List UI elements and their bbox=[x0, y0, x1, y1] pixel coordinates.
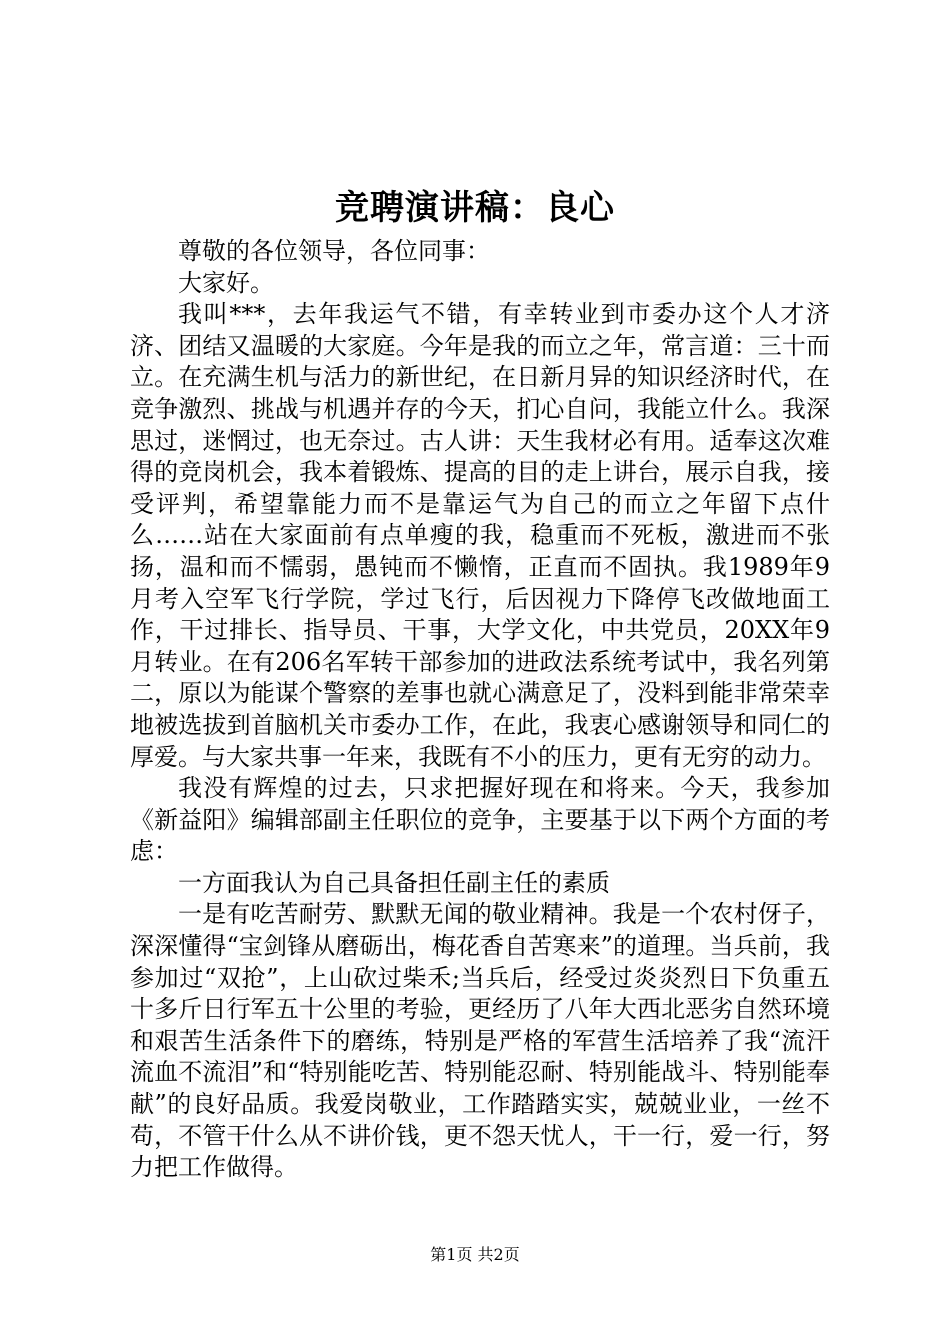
paragraph-motivation: 我没有辉煌的过去，只求把握好现在和将来。今天，我参加《新益阳》编辑部副主任职位的竞争，主要基于以下两个方面的考虑： bbox=[130, 774, 830, 866]
document-title: 竞聘演讲稿：良心 bbox=[335, 188, 615, 228]
page-footer: 第1页 共2页 bbox=[430, 1245, 520, 1264]
paragraph-self-introduction: 我叫***，去年我运气不错，有幸转业到市委办这个人才济济、团结又温暖的大家庭。今年是我的而立之年，常言道：三十而立。在充满生机与活力的新世纪，在日新月异的知识经济时代，在竞争激烈、挑战与机遇并存的今天，扪心自问，我能立什么。我深思过，迷惘过，也无奈过。古人讲：天生我材必有用。适奉这次难得的竞岗机会，我本着锻炼、提高的目的走上讲台，展示自我，接受评判，希望靠能力而不是靠运气为自己的而立之年留下点什么……站在大家面前有点单瘦的我，稳重而不死板，激进而不张扬，温和而不懦弱，愚钝而不懒惰，正直而不固执。我1989年9月考入空军飞行学院，学过飞行，后因视力下降停飞改做地面工作，干过排长、指导员、干事，大学文化，中共党员，20XX年9月转业。在有206名军转干部参加的进政法系统考试中，我名列第二，原以为能谋个警察的差事也就心满意足了，没料到能非常荣幸地被选拔到首脑机关市委办工作，在此，我衷心感谢领导和同仁的厚爱。与大家共事一年来，我既有不小的压力，更有无穷的动力。 bbox=[130, 300, 830, 771]
paragraph-section-heading: 一方面我认为自己具备担任副主任的素质 bbox=[178, 868, 610, 897]
document-body bbox=[130, 236, 830, 1184]
paragraph-work-ethic: 一是有吃苦耐劳、默默无闻的敬业精神。我是一个农村伢子，深深懂得“宝剑锋从磨砺出，梅花香自苦寒来”的道理。当兵前，我参加过“双抢”，上山砍过柴禾;当兵后，经受过炎炎烈日下负重五十多斤日行军五十公里的考验，更经历了八年大西北恶劣自然环境和艰苦生活条件下的磨练，特别是严格的军营生活培养了我“流汗流血不流泪”和“特别能吃苦、特别能忍耐、特别能战斗、特别能奉献”的良好品质。我爱岗敬业，工作踏踏实实，兢兢业业，一丝不苟，不管干什么从不讲价钱，更不怨天忧人，干一行，爱一行，努力把工作做得。 bbox=[130, 900, 830, 1182]
paragraph-salutation: 尊敬的各位领导，各位同事： bbox=[178, 237, 490, 265]
paragraph-greeting: 大家好。 bbox=[178, 268, 274, 297]
